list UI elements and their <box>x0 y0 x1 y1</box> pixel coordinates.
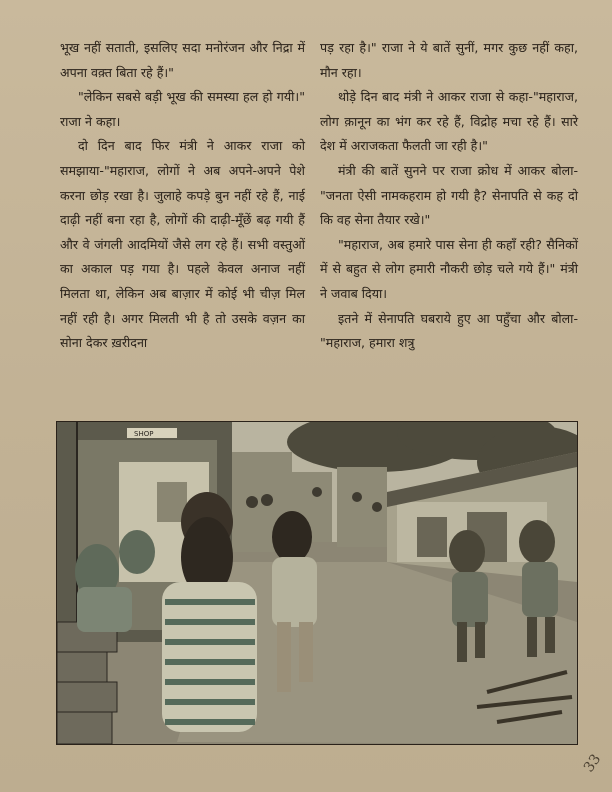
paragraph: "महाराज, अब हमारे पास सेना ही कहाँ रही? सैनिकों में से बहुत से लोग हमारी नौकरी छोड़ चले गये हैं।" मंत्री ने जवाब दिया। <box>320 236 578 301</box>
brick-stack <box>57 622 117 744</box>
text-column-right <box>320 36 578 356</box>
shop-sign: SHOP <box>134 430 154 438</box>
text-column-left <box>60 36 305 356</box>
paragraph: पड़ रहा है।" राजा ने ये बातें सुनीं, मगर कुछ नहीं कहा, मौन रहा। <box>320 40 578 80</box>
page-number: 33 <box>580 751 605 776</box>
paragraph: थोड़े दिन बाद मंत्री ने आकर राजा से कहा-"महाराज, लोग क़ानून का भंग कर रहे हैं, विद्रोह मचा रहे हैं। सारे देश में अराजकता फैलती जा रही है।" <box>320 89 578 154</box>
paragraph: मंत्री की बातें सुनने पर राजा क्रोध में आकर बोला-"जनता ऐसी नामकहराम हो गयी है? सेनापति से कह दो कि वह सेना तैयार रखे।" <box>320 162 578 228</box>
paragraph: इतने में सेनापति घबराये हुए आ पहुँचा और बोला-"महाराज, हमारा शत्रु <box>320 310 578 351</box>
paragraph: दो दिन बाद फिर मंत्री ने आकर राजा को समझाया-"महाराज, लोगों ने अब अपने-अपने पेशे करना छोड़ रखा है। जुलाहे कपड़े बुन नहीं रहे हैं, नाई दाढ़ी नहीं बना रहा है, लोगों की दाढ़ी-मूँछें बढ़ गयी हैं और वे जंगली आदमियों जैसे लग रहे हैं। सभी वस्तुओं का अकाल पड़ गया है। पहले केवल अनाज नहीं मिलता था, लेकिन अब बाज़ार में कोई भी चीज़ मिल नहीं रही है। अगर मिलती भी है तो उसके वज़न का सोना देकर ख़रीदना <box>60 138 305 351</box>
paragraph: भूख नहीं सताती, इसलिए सदा मनोरंजन और निद्रा में अपना वक़्त बिता रहे हैं।" <box>60 40 305 80</box>
illustration-panel <box>56 421 578 745</box>
paragraph: "लेकिन सबसे बड़ी भूख की समस्या हल हो गयी।" राजा ने कहा। <box>60 89 305 129</box>
